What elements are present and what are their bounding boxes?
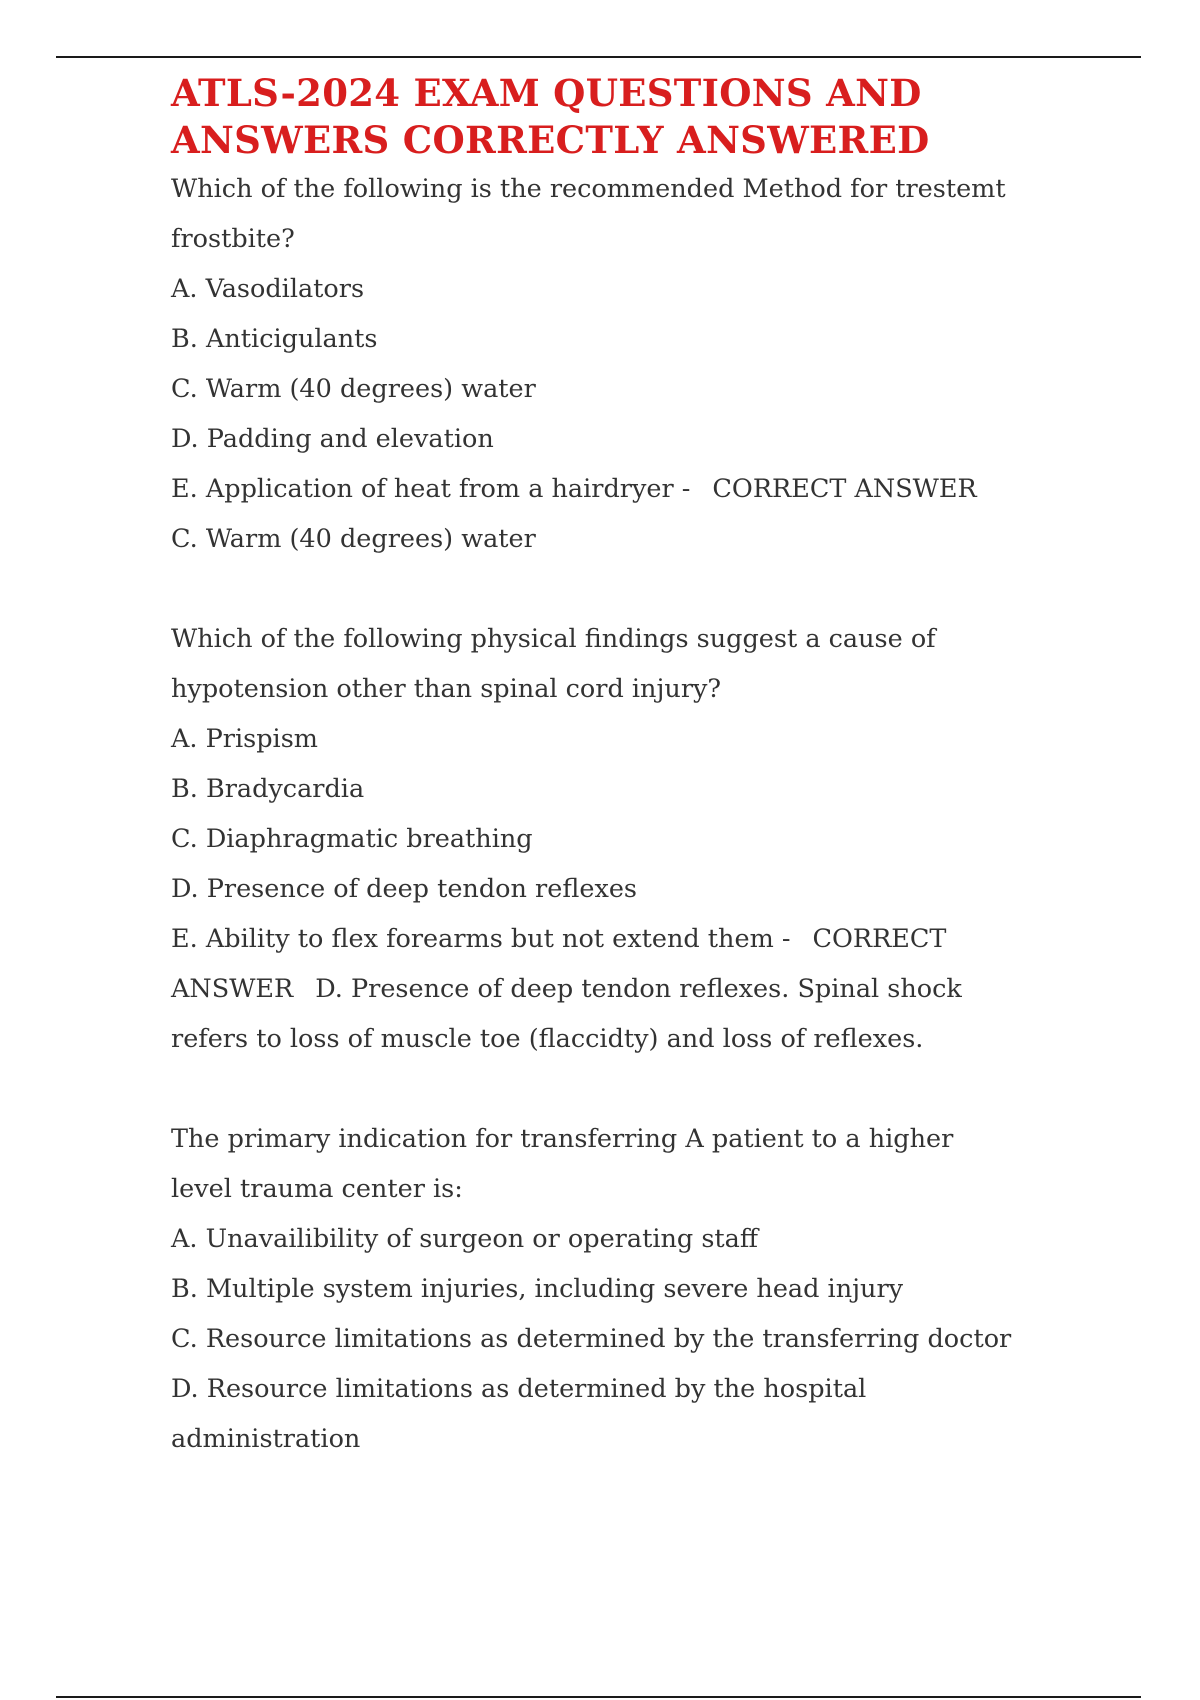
- answer-line: [171, 964, 1091, 1014]
- answer-option: D. Padding and elevation: [171, 424, 494, 454]
- top-rule: [56, 56, 1141, 58]
- question-text: Which of the following physical findings suggest a cause of: [171, 624, 936, 654]
- correct-answer-label: CORRECT ANSWER: [712, 474, 977, 504]
- question-block-3: [171, 1114, 1091, 1464]
- correct-answer-label: CORRECT: [812, 924, 947, 954]
- correct-answer-label: ANSWER: [171, 974, 294, 1004]
- question-text: frostbite?: [171, 224, 295, 254]
- title-line-1: ATLS-2024 EXAM QUESTIONS AND: [171, 71, 922, 115]
- answer-option: C. Resource limitations as determined by the transferring doctor: [171, 1324, 1012, 1354]
- answer-option: B. Bradycardia: [171, 774, 365, 804]
- answer-option: D. Resource limitations as determined by the hospital: [171, 1374, 867, 1404]
- answer-option: C. Warm (40 degrees) water: [171, 374, 536, 404]
- answer-explanation: refers to loss of muscle toe (flaccidty) and loss of reflexes.: [171, 1024, 924, 1054]
- document-title: [171, 70, 1091, 164]
- answer-option: B. Anticigulants: [171, 324, 378, 354]
- answer-line: [171, 914, 1091, 964]
- answer-option-e: E. Ability to flex forearms but not extend them -: [171, 924, 791, 954]
- document-body: [171, 70, 1091, 1464]
- answer-option: A. Vasodilators: [171, 274, 365, 304]
- answer-option: administration: [171, 1424, 361, 1454]
- question-text: level trauma center is:: [171, 1174, 463, 1204]
- question-block-1: [171, 164, 1091, 564]
- question-block-2: [171, 614, 1091, 1064]
- title-line-2: ANSWERS CORRECTLY ANSWERED: [171, 118, 930, 162]
- answer-line: [171, 464, 1091, 514]
- answer-option-e: E. Application of heat from a hairdryer -: [171, 474, 691, 504]
- question-text: hypotension other than spinal cord injury?: [171, 674, 722, 704]
- answer-option: C. Diaphragmatic breathing: [171, 824, 533, 854]
- answer-option: A. Prispism: [171, 724, 318, 754]
- answer-option: B. Multiple system injuries, including severe head injury: [171, 1274, 904, 1304]
- question-text: The primary indication for transferring A patient to a higher: [171, 1124, 954, 1154]
- bottom-rule: [56, 1696, 1141, 1698]
- correct-answer: C. Warm (40 degrees) water: [171, 524, 536, 554]
- answer-option: D. Presence of deep tendon reflexes: [171, 874, 637, 904]
- correct-answer: D. Presence of deep tendon reflexes. Spinal shock: [315, 974, 962, 1004]
- question-text: Which of the following is the recommended Method for trestemt: [171, 174, 1006, 204]
- answer-option: A. Unavailibility of surgeon or operating staff: [171, 1224, 758, 1254]
